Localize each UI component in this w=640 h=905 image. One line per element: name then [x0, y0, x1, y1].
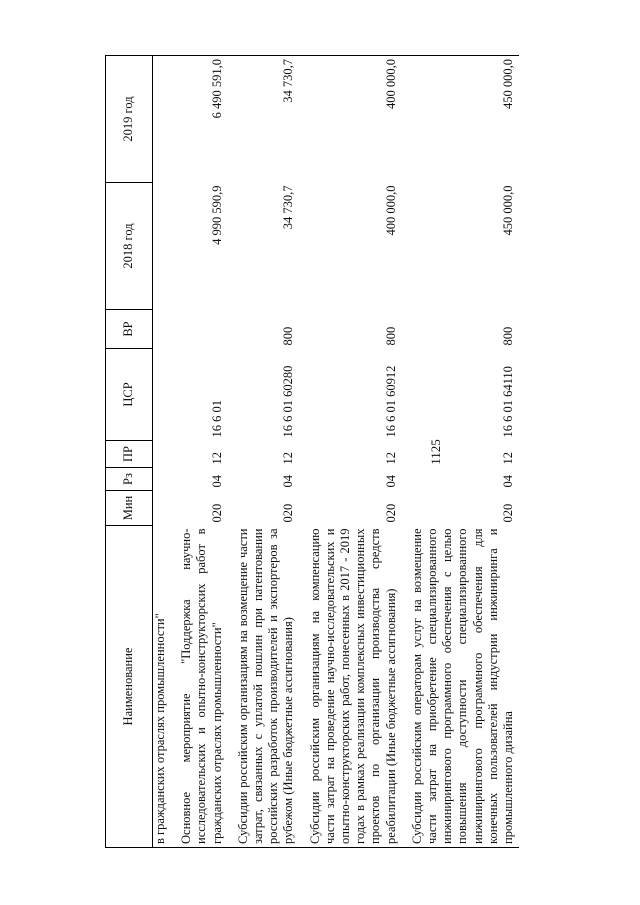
row-name: Субсидии российским организациям на возмещение части затрат, связанных с уплатой пошлин при патентовании российских разработок производителей и экспортеров за рубежом (Иные бюджетные ассигнования): [228, 526, 300, 848]
row-rz: [153, 468, 172, 491]
table-row: [153, 56, 172, 848]
row-2019: 34 730,7: [228, 56, 300, 183]
row-name: Субсидии российским организациям на компенсацию части затрат на проведение научно-исследовательских и опытно-конструкторских работ, понесенных в 2017 - 2019 годах в рамках реализации комплексных инвестиционных проектов по организации производства средств реабилитации (Иные бюджетные ассигнования): [300, 526, 402, 848]
header-csr: ЦСР: [106, 349, 153, 441]
header-2018: 2018 год: [106, 183, 153, 310]
row-2018: 4 990 590,9: [209, 185, 224, 245]
row-2019: 450 000,0: [402, 56, 519, 183]
row-name: в гражданских отраслях промышленности": [153, 526, 172, 848]
header-min: Мин: [106, 491, 153, 526]
header-rz: Рз: [106, 468, 153, 491]
row-pr: 12: [501, 452, 516, 465]
row-vr: 800: [383, 326, 398, 346]
row-vr: [153, 310, 172, 349]
row-min: 020: [501, 503, 516, 523]
header-name: Наименование: [106, 526, 153, 848]
table-row: [228, 56, 300, 848]
header-pr: ПР: [106, 441, 153, 468]
table-row: [402, 56, 519, 848]
row-vr: [171, 310, 228, 349]
row-rz: 04: [209, 475, 224, 488]
row-2019: 6 490 591,0: [171, 56, 228, 183]
budget-table-rotated: [105, 56, 591, 848]
header-row: [106, 56, 153, 848]
row-min: 020: [209, 503, 224, 523]
row-name: Основное мероприятие "Поддержка научно-исследовательских и опытно-конструкторских работ в гражданских отраслях промышленности": [171, 526, 228, 848]
row-rz: 04: [501, 475, 516, 488]
page-number: 1125: [428, 439, 443, 465]
row-2018: 400 000,0: [383, 185, 398, 236]
row-2019: [153, 56, 172, 183]
row-pr: [153, 441, 172, 468]
header-2019: 2019 год: [106, 56, 153, 183]
row-min: [153, 491, 172, 526]
row-2018: 450 000,0: [501, 185, 516, 236]
row-pr: 12: [281, 452, 296, 465]
row-pr: 12: [209, 452, 224, 465]
row-rz: 04: [383, 475, 398, 488]
table-row: [300, 56, 402, 848]
row-min: 020: [281, 503, 296, 523]
header-vr: ВР: [106, 310, 153, 349]
row-2018: [153, 183, 172, 310]
row-csr: [153, 349, 172, 441]
row-vr: 800: [501, 326, 516, 346]
row-vr: 800: [281, 326, 296, 346]
row-csr: 16 6 01: [209, 400, 224, 438]
row-min: 020: [383, 503, 398, 523]
row-csr: 16 6 01 64110: [501, 366, 516, 438]
row-rz: 04: [281, 475, 296, 488]
row-name: Субсидии российским операторам услуг на возмещение части затрат на приобретение специализированного инжинирингового программного обеспечения с целью повышения доступности специализированного инжинирингового программного обеспечения для конечных пользователей индустрии инжиниринга и промышленного дизайна: [402, 526, 519, 848]
row-csr: 16 6 01 60280: [281, 365, 296, 438]
row-pr: 12: [383, 452, 398, 465]
row-2018: 34 730,7: [281, 185, 296, 230]
row-2019: 400 000,0: [300, 56, 402, 183]
table-row: [171, 56, 228, 848]
budget-table: [105, 55, 519, 848]
row-csr: 16 6 01 60912: [383, 365, 398, 438]
